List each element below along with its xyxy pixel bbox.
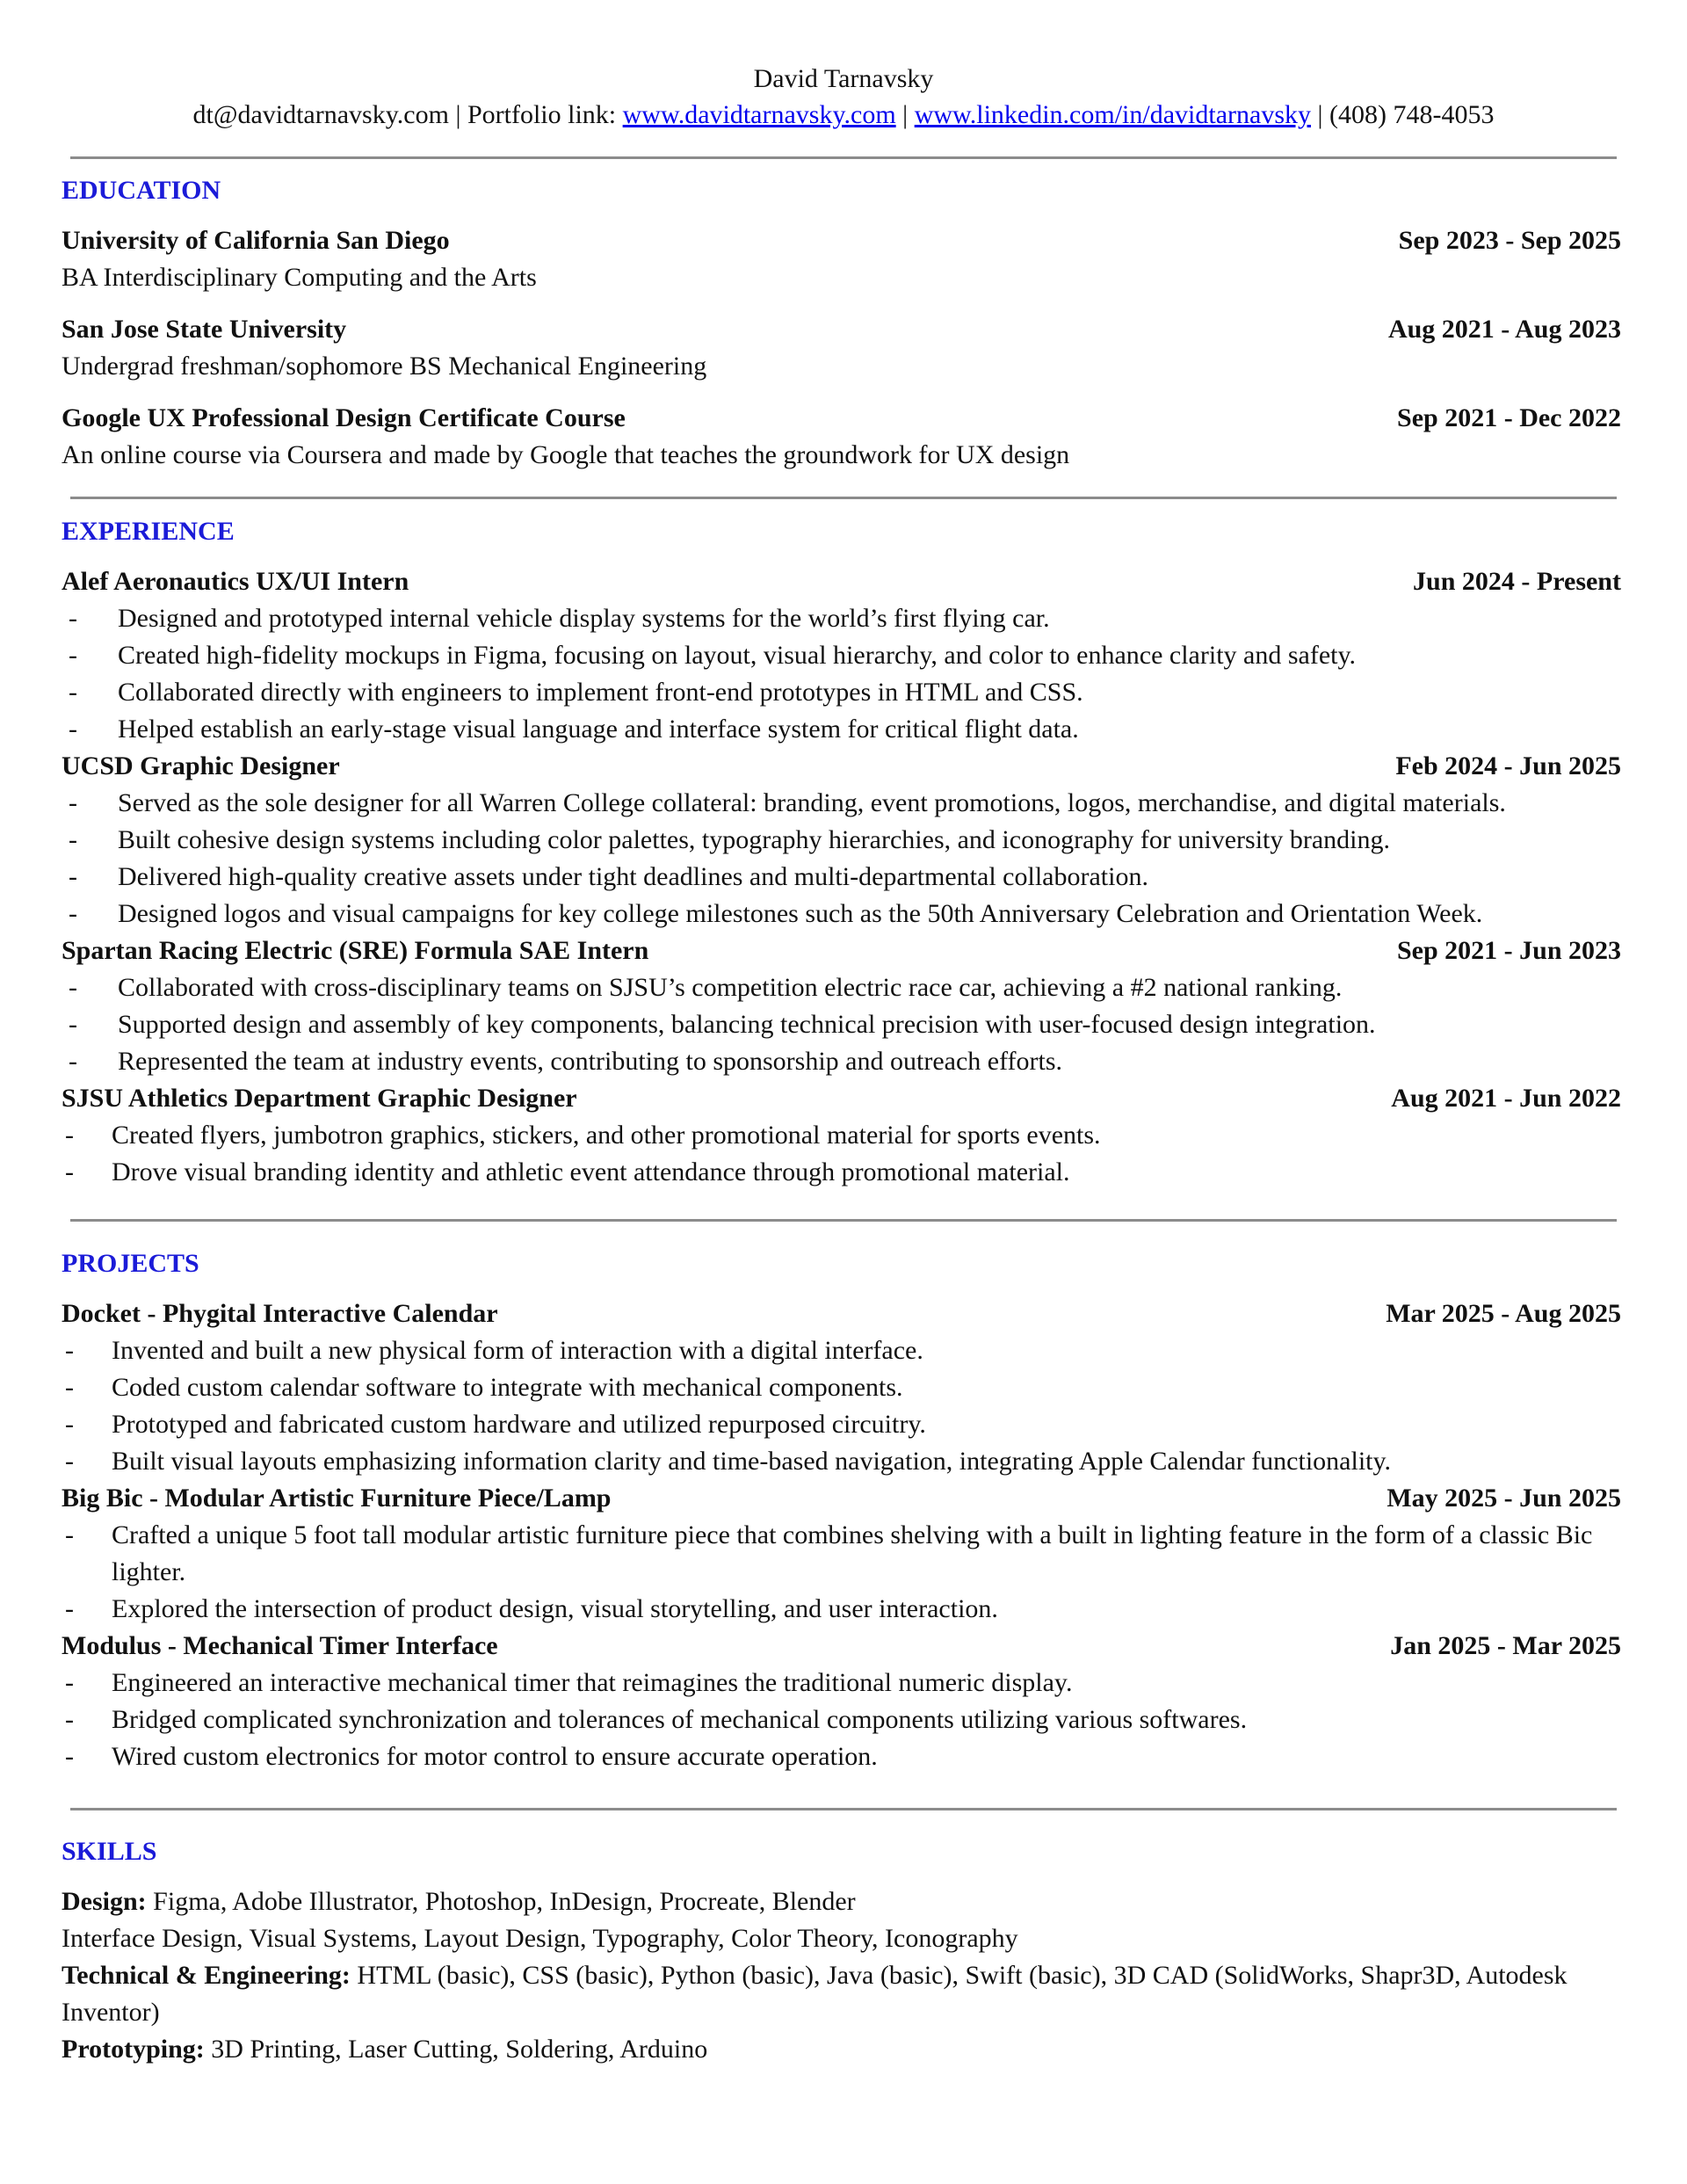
skill-line-prototyping: [62, 2031, 1621, 2068]
skills-section: [62, 1834, 1621, 2068]
bullet-list: [62, 1117, 1621, 1191]
list-item: - Created high-fidelity mockups in Figma, focusing on layout, visual hierarchy, and color to enhance clarity and safety.: [69, 641, 1357, 670]
entry-title: UCSD Graphic Designer: [62, 751, 340, 780]
entry-date: Sep 2021 - Dec 2022: [1397, 403, 1621, 432]
project-entry: [62, 1295, 1621, 1480]
entry-date: Aug 2021 - Aug 2023: [1387, 315, 1621, 344]
entry-title: Big Bic - Modular Artistic Furniture Piece/Lamp: [62, 1484, 612, 1513]
list-item: - Represented the team at industry events, contributing to sponsorship and outreach efforts.: [69, 1047, 1063, 1076]
portfolio-link[interactable]: www.davidtarnavsky.com: [622, 100, 896, 129]
section-title-projects: PROJECTS: [62, 1249, 199, 1278]
separator: |: [448, 100, 467, 129]
entry-title: Google UX Professional Design Certificate Course: [62, 403, 626, 432]
list-item: - Prototyped and fabricated custom hardware and utilized repurposed circuitry.: [65, 1410, 926, 1439]
entry-date: Mar 2025 - Aug 2025: [1386, 1299, 1621, 1328]
section-title-education: EDUCATION: [62, 176, 221, 205]
candidate-name: David Tarnavsky: [753, 64, 934, 93]
list-item: - Wired custom electronics for motor control to ensure accurate operation.: [65, 1742, 878, 1771]
education-entry: [62, 311, 1621, 385]
contact-line: [0, 97, 1687, 134]
list-item: - Supported design and assembly of key components, balancing technical precision with user-focused design integration.: [69, 1010, 1376, 1039]
skill-label: Design:: [62, 1887, 147, 1916]
project-entry: [62, 1480, 1621, 1628]
education-entry: [62, 400, 1621, 474]
section-divider: [70, 497, 1617, 499]
entry-title: SJSU Athletics Department Graphic Designer: [62, 1084, 577, 1113]
list-item: - Engineered an interactive mechanical timer that reimagines the traditional numeric display.: [65, 1668, 1073, 1697]
skills-list: [62, 1883, 1621, 2068]
experience-entry: [62, 748, 1621, 932]
project-entry: [62, 1628, 1621, 1775]
skill-values: 3D Printing, Laser Cutting, Soldering, Arduino: [204, 2035, 708, 2064]
list-item: - Invented and built a new physical form of interaction with a digital interface.: [65, 1336, 923, 1365]
entry-title: Docket - Phygital Interactive Calendar: [62, 1299, 498, 1328]
entry-date: Jan 2025 - Mar 2025: [1390, 1631, 1621, 1660]
resume-header: [0, 0, 1687, 134]
education-section: [62, 173, 1621, 474]
entry-title: Modulus - Mechanical Timer Interface: [62, 1631, 498, 1660]
list-item: - Served as the sole designer for all Warren College collateral: branding, event promotions, logos, merchandise, and digital materials.: [69, 788, 1506, 817]
entry-title: University of California San Diego: [62, 226, 450, 255]
bullet-list: [62, 600, 1621, 748]
section-title-skills: SKILLS: [62, 1837, 157, 1866]
bullet-list: [62, 969, 1621, 1080]
section-divider: [70, 156, 1617, 159]
email-text: dt@davidtarnavsky.com: [192, 100, 449, 129]
skill-line-design-areas: Interface Design, Visual Systems, Layout Design, Typography, Color Theory, Iconography: [62, 1924, 1018, 1953]
bullet-list: [62, 1332, 1621, 1480]
entry-date: Jun 2024 - Present: [1413, 567, 1621, 596]
list-item: - Bridged complicated synchronization and tolerances of mechanical components utilizing various softwares.: [65, 1705, 1248, 1734]
experience-entry: [62, 932, 1621, 1080]
list-item: - Coded custom calendar software to integrate with mechanical components.: [65, 1373, 903, 1402]
list-item: - Built visual layouts emphasizing information clarity and time-based navigation, integrating Apple Calendar functionality.: [65, 1447, 1392, 1476]
bullet-list: [62, 1665, 1621, 1775]
entry-date: May 2025 - Jun 2025: [1387, 1484, 1621, 1513]
list-item: - Designed logos and visual campaigns for key college milestones such as the 50th Anniversary Celebration and Orientation Week.: [69, 899, 1483, 928]
list-item: - Drove visual branding identity and athletic event attendance through promotional material.: [65, 1157, 1070, 1186]
separator: |: [895, 100, 915, 129]
portfolio-label: Portfolio link:: [467, 100, 623, 129]
section-title-experience: EXPERIENCE: [62, 517, 235, 546]
entry-title: San Jose State University: [62, 315, 347, 344]
list-item: - Collaborated directly with engineers to implement front-end prototypes in HTML and CSS.: [69, 678, 1083, 707]
skill-values: Figma, Adobe Illustrator, Photoshop, InDesign, Procreate, Blender: [146, 1887, 856, 1916]
experience-entry: [62, 1080, 1621, 1191]
entry-description: An online course via Coursera and made by Google that teaches the groundwork for UX design: [62, 440, 1070, 469]
projects-section: [62, 1246, 1621, 1775]
separator: |: [1311, 100, 1330, 129]
skill-line-design: [62, 1883, 1621, 1920]
entry-date: Sep 2023 - Sep 2025: [1398, 226, 1621, 255]
section-divider: [70, 1219, 1617, 1222]
entry-title: Alef Aeronautics UX/UI Intern: [62, 567, 409, 596]
experience-section: [62, 514, 1621, 1191]
list-item: - Collaborated with cross-disciplinary teams on SJSU’s competition electric race car, achieving a #2 national ranking.: [69, 973, 1343, 1002]
entry-description: BA Interdisciplinary Computing and the Arts: [62, 263, 537, 292]
entry-date: Aug 2021 - Jun 2022: [1391, 1084, 1621, 1113]
list-item: - Created flyers, jumbotron graphics, stickers, and other promotional material for sports events.: [65, 1121, 1101, 1150]
skill-label: Technical & Engineering:: [62, 1961, 351, 1990]
list-item: - Built cohesive design systems including color palettes, typography hierarchies, and iconography for university branding.: [69, 825, 1390, 854]
bullet-list: [62, 785, 1621, 932]
entry-title: Spartan Racing Electric (SRE) Formula SAE Intern: [62, 936, 649, 965]
list-item: - Designed and prototyped internal vehicle display systems for the world’s first flying car.: [69, 604, 1050, 633]
list-item: - Helped establish an early-stage visual language and interface system for critical flight data.: [69, 715, 1079, 744]
entry-description: Undergrad freshman/sophomore BS Mechanical Engineering: [62, 352, 707, 381]
skill-values: HTML (basic), CSS (basic), Python (basic), Java (basic), Swift (basic), 3D CAD (SolidWorks, Shapr3D, Autodesk Inventor): [62, 1961, 1568, 2027]
skill-line-technical: [62, 1957, 1621, 2031]
list-item: - Crafted a unique 5 foot tall modular artistic furniture piece that combines shelving with a built in lighting feature in the form of a classic Bic lighter.: [65, 1520, 1593, 1586]
list-item: - Explored the intersection of product design, visual storytelling, and user interaction.: [65, 1594, 998, 1623]
entry-date: Sep 2021 - Jun 2023: [1396, 936, 1621, 965]
linkedin-link[interactable]: www.linkedin.com/in/davidtarnavsky: [914, 100, 1311, 129]
skill-label: Prototyping:: [62, 2035, 205, 2064]
experience-entry: [62, 563, 1621, 748]
section-divider: [70, 1808, 1617, 1810]
entry-date: Feb 2024 - Jun 2025: [1395, 751, 1621, 780]
bullet-list: [62, 1517, 1621, 1628]
phone-text: (408) 748-4053: [1329, 100, 1495, 129]
education-entry: [62, 222, 1621, 296]
list-item: - Delivered high-quality creative assets under tight deadlines and multi-departmental collaboration.: [69, 862, 1148, 891]
